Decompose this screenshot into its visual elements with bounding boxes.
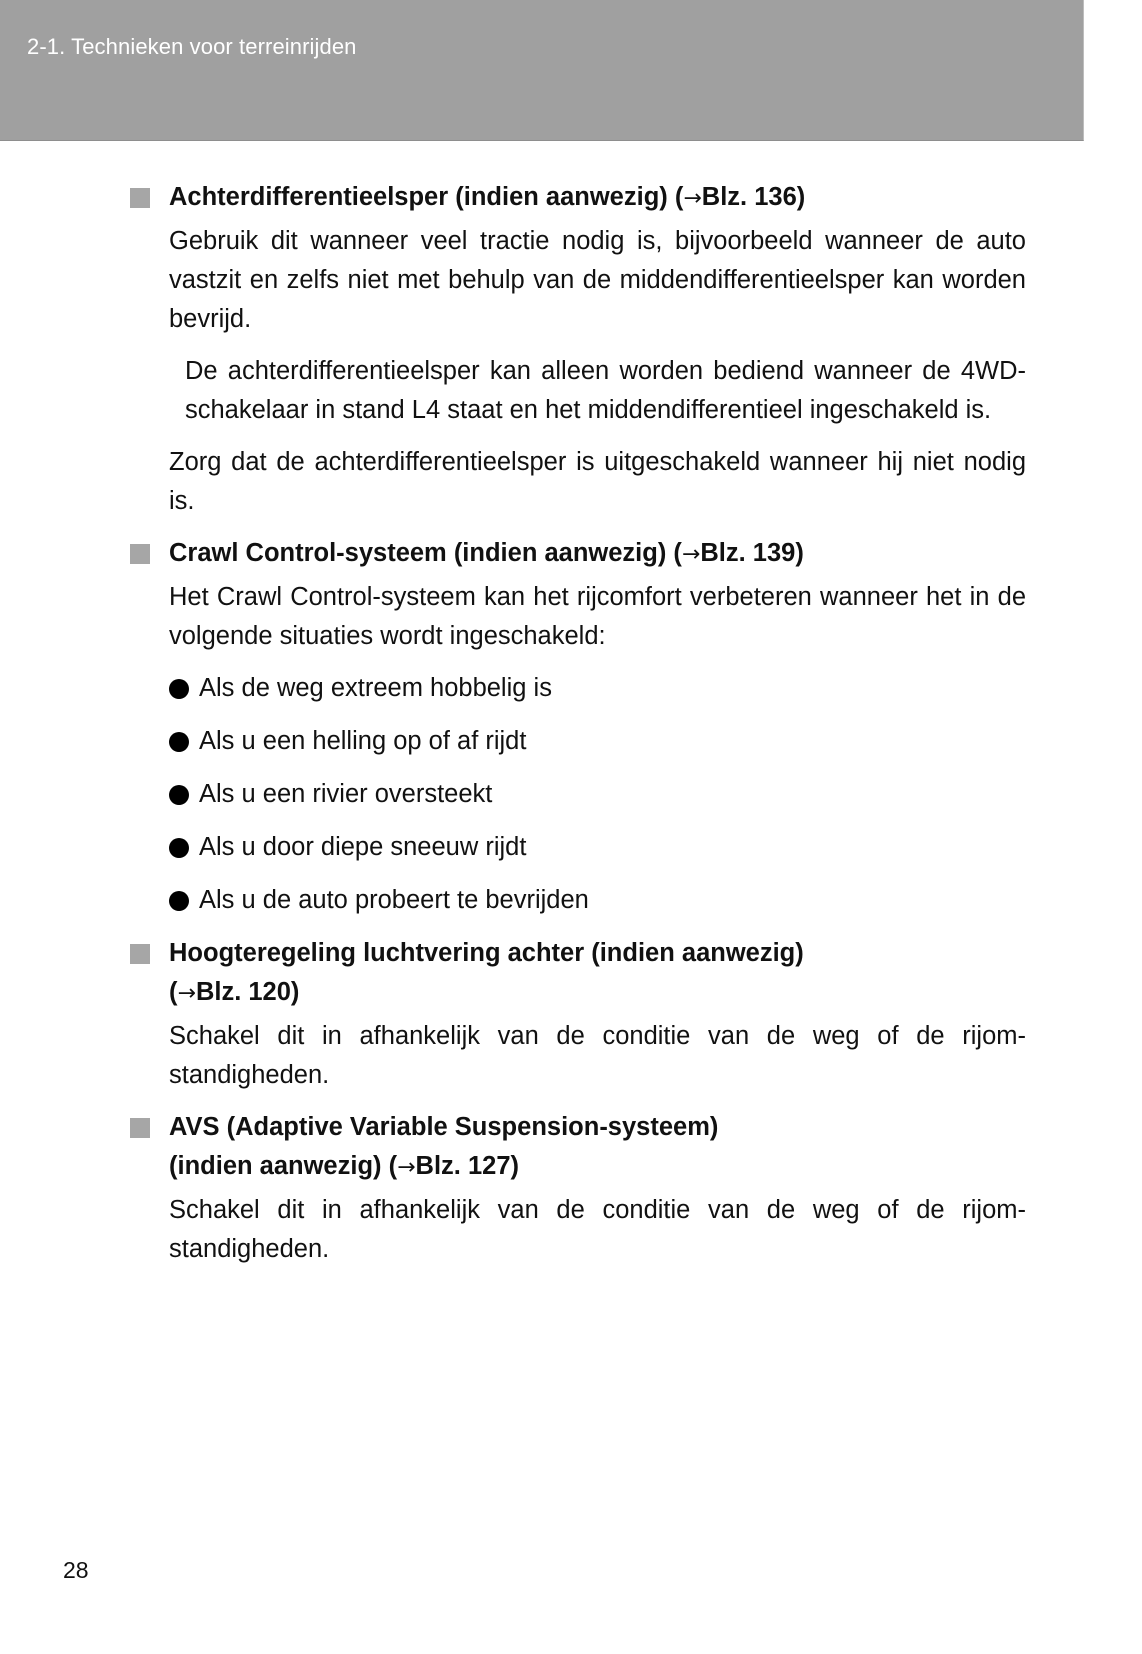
square-bullet-icon bbox=[130, 544, 150, 564]
list-item: Als u door diepe sneeuw rijdt bbox=[169, 828, 1026, 867]
bullet-dot-icon bbox=[169, 679, 189, 699]
bullet-dot-icon bbox=[169, 785, 189, 805]
section-paragraph: Gebruik dit wanneer veel tractie nodig is, bijvoorbeeld wanneer de auto vastzit en zelfs niet met behulp van de middendifferentieelsper kan worden bevrijd. bbox=[169, 227, 1026, 333]
page-reference-link[interactable]: Blz. 139) bbox=[700, 539, 804, 567]
section-heading: Crawl Control-systeem (indien aanwezig) (→Blz. 139) bbox=[130, 534, 1026, 574]
chapter-header-band bbox=[0, 0, 1084, 141]
section-paragraph: Schakel dit in afhankelijk van de conditie van de weg of de rijomstandigheden. bbox=[169, 1196, 1026, 1263]
situation-list bbox=[130, 669, 1026, 920]
list-item: Als u een rivier oversteekt bbox=[169, 775, 1026, 814]
section-avs bbox=[130, 1108, 1026, 1269]
section-crawl-control bbox=[130, 534, 1026, 920]
list-item: Als u de auto probeert te bevrijden bbox=[169, 881, 1026, 920]
section-rear-air-suspension bbox=[130, 934, 1026, 1095]
section-heading: AVS (Adaptive Variable Suspension-systeem) (indien aanwezig) (→Blz. 127) bbox=[130, 1108, 1026, 1187]
page-reference-link[interactable]: Blz. 120) bbox=[195, 978, 300, 1006]
arrow-right-icon: → bbox=[177, 981, 196, 1006]
chapter-title: 2-1. Technieken voor terreinrijden bbox=[27, 34, 357, 59]
section-rear-diff-lock bbox=[130, 178, 1026, 521]
section-paragraph: Schakel dit in afhankelijk van de conditie van de weg of de rijomstandigheden. bbox=[169, 1022, 1026, 1089]
section-heading: Hoogteregeling luchtvering achter (indien aanwezig) (→Blz. 120) bbox=[130, 934, 1026, 1013]
bullet-dot-icon bbox=[169, 732, 189, 752]
page-reference-link[interactable]: Blz. 127) bbox=[415, 1152, 519, 1180]
bullet-dot-icon bbox=[169, 838, 189, 858]
square-bullet-icon bbox=[130, 944, 150, 964]
list-item: Als de weg extreem hobbelig is bbox=[169, 669, 1026, 708]
section-note: De achterdifferentieelsper kan alleen worden bediend wanneer de 4WD-schakelaar in stand L4 staat en het middendifferentieel ingeschakeld is. bbox=[185, 357, 1026, 424]
list-item: Als u een helling op of af rijdt bbox=[169, 722, 1026, 761]
section-paragraph: Zorg dat de achterdifferentieelsper is uitgeschakeld wanneer hij niet nodig is. bbox=[169, 448, 1026, 515]
arrow-right-icon: → bbox=[681, 542, 701, 567]
arrow-right-icon: → bbox=[683, 186, 702, 211]
square-bullet-icon bbox=[130, 1118, 150, 1138]
page-number: 28 bbox=[63, 1557, 89, 1583]
page-content bbox=[130, 178, 1026, 1269]
square-bullet-icon bbox=[130, 188, 150, 208]
section-paragraph: Het Crawl Control-systeem kan het rijcomfort verbeteren wanneer het in de volgende situaties wordt ingeschakeld: bbox=[169, 583, 1026, 650]
section-heading: Achterdifferentieelsper (indien aanwezig) (→Blz. 136) bbox=[130, 178, 1026, 218]
bullet-dot-icon bbox=[169, 891, 189, 911]
page-reference-link[interactable]: Blz. 136) bbox=[701, 183, 806, 211]
arrow-right-icon: → bbox=[397, 1155, 416, 1180]
